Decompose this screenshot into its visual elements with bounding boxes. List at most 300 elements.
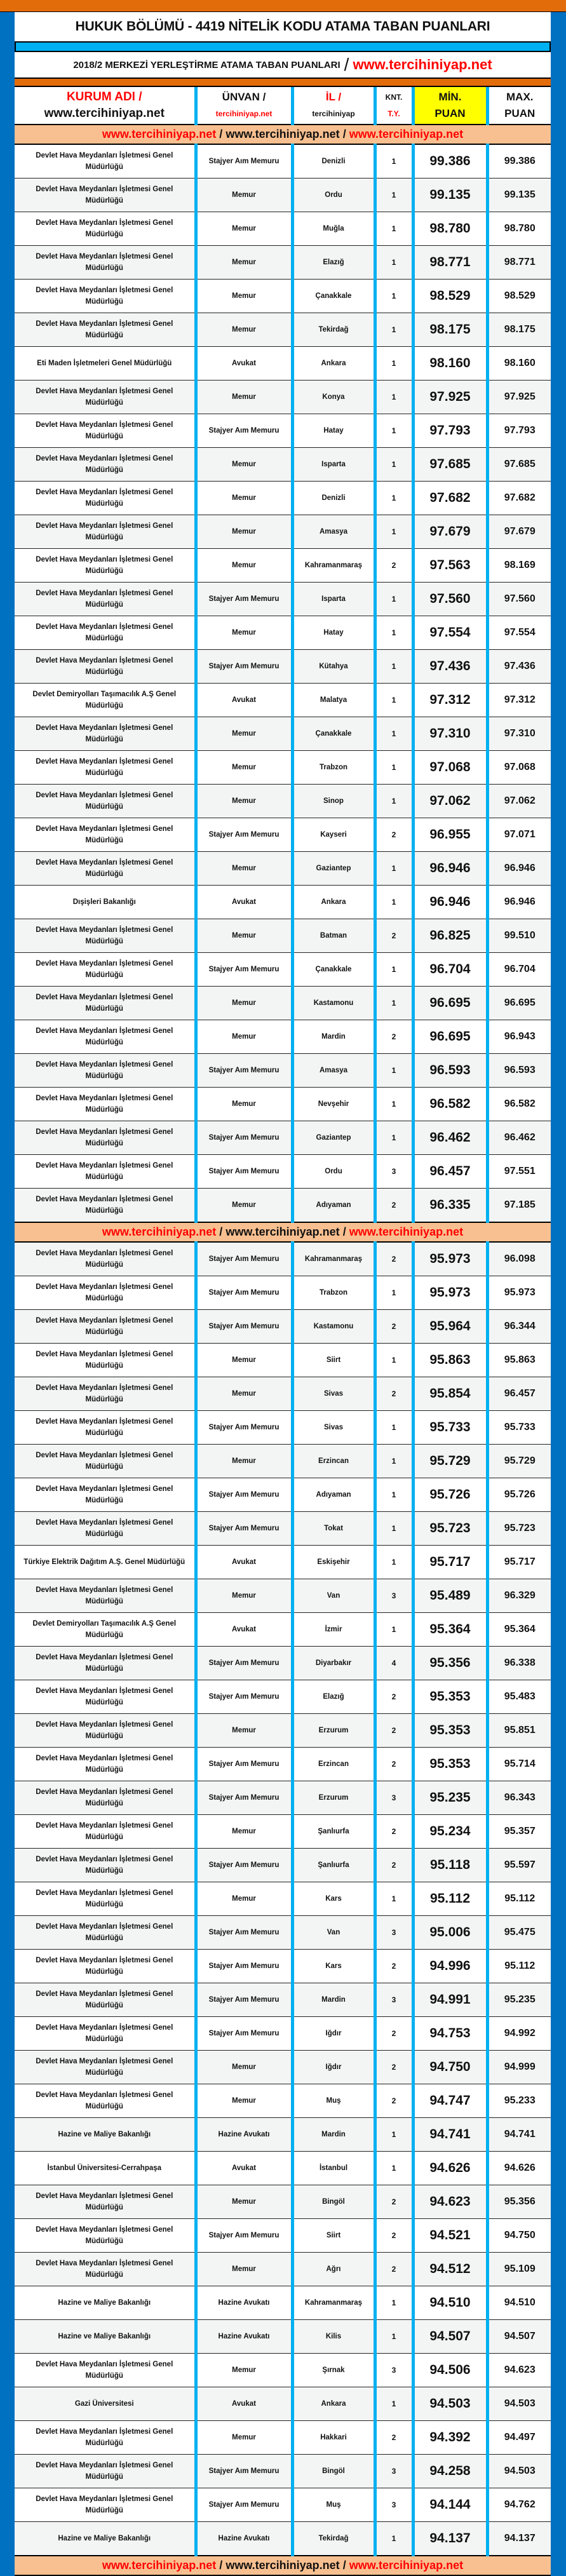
site-banner: www.tercihiniyap.net / www.tercihiniyap.net / www.tercihiniyap.net [15,2556,551,2575]
header-min-puan: MİN. PUAN [413,87,487,125]
cell-kurum: Devlet Hava Meydanları İşletmesi Genel Müdürlüğü [15,987,196,1020]
table-row [15,852,551,886]
cell-il: Kars [292,1950,375,1983]
cell-min-puan: 95.118 [413,1849,487,1882]
cell-kontenjan: 2 [375,1377,413,1411]
cell-kurum: Devlet Hava Meydanları İşletmesi Genel Müdürlüğü [15,2421,196,2455]
table-row [15,751,551,785]
cell-unvan: Avukat [196,684,292,717]
cell-il: Ankara [292,347,375,381]
cell-unvan: Memur [196,549,292,583]
cell-unvan: Hazine Avukatı [196,2286,292,2320]
table-row [15,1054,551,1088]
cell-max-puan: 97.436 [487,650,551,684]
cell-min-puan: 94.750 [413,2051,487,2084]
cell-min-puan: 94.512 [413,2253,487,2286]
banner-link-3[interactable]: www.tercihiniyap.net [349,1225,464,1238]
cell-kurum: Devlet Hava Meydanları İşletmesi Genel Müdürlüğü [15,1242,196,1276]
table-header-row [15,87,551,125]
cell-min-puan: 97.925 [413,381,487,414]
cell-kurum: Devlet Hava Meydanları İşletmesi Genel Müdürlüğü [15,1849,196,1882]
banner-link-1[interactable]: www.tercihiniyap.net [102,2559,217,2572]
cell-kontenjan: 1 [375,2320,413,2354]
cell-max-puan: 99.510 [487,919,551,953]
table-row [15,1950,551,1983]
cell-max-puan: 94.626 [487,2152,551,2185]
cell-min-puan: 96.593 [413,1054,487,1088]
cell-min-puan: 94.626 [413,2152,487,2185]
table-row [15,616,551,650]
table-row [15,1155,551,1189]
cell-kontenjan: 1 [375,347,413,381]
cell-max-puan: 97.679 [487,515,551,549]
table-row [15,953,551,987]
table-row [15,2185,551,2219]
cell-il: Kahramanmaraş [292,549,375,583]
cell-min-puan: 96.695 [413,1020,487,1054]
cell-unvan: Stajyer Aım Memuru [196,1647,292,1680]
cell-max-puan: 94.503 [487,2455,551,2488]
cell-unvan: Memur [196,751,292,785]
cell-max-puan: 95.112 [487,1950,551,1983]
cell-kontenjan: 1 [375,448,413,482]
cell-kontenjan: 2 [375,1950,413,1983]
cell-max-puan: 96.344 [487,1310,551,1344]
table-row [15,1714,551,1748]
cell-min-puan: 97.312 [413,684,487,717]
cell-max-puan: 97.551 [487,1155,551,1189]
cell-min-puan: 96.457 [413,1155,487,1189]
cell-min-puan: 95.353 [413,1714,487,1748]
cell-unvan: Stajyer Aım Memuru [196,1054,292,1088]
cell-kurum: Hazine ve Maliye Bakanlığı [15,2286,196,2320]
table-row [15,2118,551,2152]
cell-min-puan: 95.356 [413,1647,487,1680]
cell-il: Gaziantep [292,852,375,886]
table-row [15,1121,551,1155]
cell-unvan: Memur [196,280,292,313]
cell-il: Iğdır [292,2051,375,2084]
cell-il: Hakkari [292,2421,375,2455]
cell-max-puan: 95.726 [487,1478,551,1512]
cell-unvan: Memur [196,1579,292,1613]
cell-max-puan: 94.503 [487,2387,551,2421]
cell-kurum: Devlet Hava Meydanları İşletmesi Genel Müdürlüğü [15,1445,196,1478]
cell-min-puan: 94.144 [413,2488,487,2522]
cell-kontenjan: 1 [375,144,413,179]
table-row [15,1478,551,1512]
cell-max-puan: 95.357 [487,1815,551,1849]
cell-kurum: Devlet Hava Meydanları İşletmesi Genel Müdürlüğü [15,1478,196,1512]
table-row [15,2152,551,2185]
cell-unvan: Stajyer Aım Memuru [196,2455,292,2488]
cell-il: Kastamonu [292,1310,375,1344]
cell-kontenjan: 2 [375,2219,413,2253]
cell-unvan: Stajyer Aım Memuru [196,2488,292,2522]
cell-max-puan: 95.597 [487,1849,551,1882]
cell-kontenjan: 1 [375,1344,413,1377]
cell-min-puan: 95.863 [413,1344,487,1377]
cell-max-puan: 97.554 [487,616,551,650]
cell-max-puan: 95.483 [487,1680,551,1714]
cell-il: Ordu [292,179,375,212]
cell-il: Eskişehir [292,1546,375,1579]
cell-min-puan: 97.310 [413,717,487,751]
subtitle-text: 2018/2 MERKEZİ YERLEŞTİRME ATAMA TABAN PUANLARI [73,59,340,71]
cell-il: Bingöl [292,2455,375,2488]
table-row [15,448,551,482]
cell-min-puan: 98.175 [413,313,487,347]
cell-max-puan: 98.175 [487,313,551,347]
cell-kurum: Devlet Hava Meydanları İşletmesi Genel Müdürlüğü [15,717,196,751]
cell-min-puan: 98.160 [413,347,487,381]
cell-kurum: Devlet Hava Meydanları İşletmesi Genel Müdürlüğü [15,1579,196,1613]
cell-kurum: Devlet Hava Meydanları İşletmesi Genel Müdürlüğü [15,144,196,179]
cell-kurum: Devlet Hava Meydanları İşletmesi Genel Müdürlüğü [15,2354,196,2387]
cell-kurum: Devlet Hava Meydanları İşletmesi Genel Müdürlüğü [15,381,196,414]
cell-kurum: Devlet Hava Meydanları İşletmesi Genel Müdürlüğü [15,482,196,515]
cell-unvan: Avukat [196,1613,292,1647]
table-row [15,2522,551,2556]
cell-min-puan: 94.507 [413,2320,487,2354]
cell-min-puan: 99.386 [413,144,487,179]
table-row [15,1849,551,1882]
cell-il: Adıyaman [292,1478,375,1512]
table-row [15,1088,551,1121]
cell-unvan: Memur [196,852,292,886]
cell-kontenjan: 2 [375,2253,413,2286]
cell-kurum: Eti Maden İşletmeleri Genel Müdürlüğü [15,347,196,381]
cell-unvan: Memur [196,2084,292,2118]
cell-unvan: Memur [196,1377,292,1411]
cell-min-puan: 94.747 [413,2084,487,2118]
score-table [15,87,551,2576]
cell-kurum: Türkiye Elektrik Dağıtım A.Ş. Genel Müdürlüğü [15,1546,196,1579]
cell-min-puan: 94.623 [413,2185,487,2219]
cell-min-puan: 97.068 [413,751,487,785]
cell-max-puan: 94.497 [487,2421,551,2455]
banner-link-3[interactable]: www.tercihiniyap.net [349,2559,464,2572]
cell-max-puan: 96.946 [487,886,551,919]
cell-kontenjan: 1 [375,212,413,246]
cell-kontenjan: 1 [375,953,413,987]
cell-max-puan: 97.068 [487,751,551,785]
cell-min-puan: 96.335 [413,1189,487,1223]
table-row [15,2455,551,2488]
cell-kurum: Devlet Hava Meydanları İşletmesi Genel Müdürlüğü [15,1983,196,2017]
cell-unvan: Memur [196,515,292,549]
cell-kurum: Devlet Hava Meydanları İşletmesi Genel Müdürlüğü [15,1276,196,1310]
banner-link-2[interactable]: www.tercihiniyap.net [226,1225,340,1238]
cell-kurum: Devlet Hava Meydanları İşletmesi Genel Müdürlüğü [15,1916,196,1950]
cell-unvan: Hazine Avukatı [196,2118,292,2152]
cell-min-puan: 95.854 [413,1377,487,1411]
cell-min-puan: 95.717 [413,1546,487,1579]
cell-il: Adıyaman [292,1189,375,1223]
cell-kontenjan: 3 [375,1781,413,1815]
cell-unvan: Memur [196,1020,292,1054]
cell-kurum: Hazine ve Maliye Bakanlığı [15,2522,196,2556]
cell-max-puan: 95.723 [487,1512,551,1546]
cell-min-puan: 94.521 [413,2219,487,2253]
header-il: İL / tercihiniyap [292,87,375,125]
cell-kontenjan: 1 [375,684,413,717]
cell-kurum: Devlet Hava Meydanları İşletmesi Genel Müdürlüğü [15,1680,196,1714]
cell-unvan: Stajyer Aım Memuru [196,650,292,684]
cell-kurum: Devlet Hava Meydanları İşletmesi Genel Müdürlüğü [15,751,196,785]
cell-unvan: Memur [196,179,292,212]
cell-max-puan: 98.771 [487,246,551,280]
cell-max-puan: 97.185 [487,1189,551,1223]
cell-unvan: Stajyer Aım Memuru [196,1478,292,1512]
table-row [15,179,551,212]
cell-il: Denizli [292,144,375,179]
header-knt: KNT. T.Y. [375,87,413,125]
cell-max-puan: 96.943 [487,1020,551,1054]
cell-unvan: Stajyer Aım Memuru [196,1310,292,1344]
cell-max-puan: 95.863 [487,1344,551,1377]
cell-min-puan: 95.234 [413,1815,487,1849]
cell-kontenjan: 2 [375,2084,413,2118]
cell-il: Kahramanmaraş [292,2286,375,2320]
cell-kontenjan: 2 [375,549,413,583]
cell-max-puan: 98.160 [487,347,551,381]
cell-unvan: Memur [196,2253,292,2286]
cell-kontenjan: 1 [375,1121,413,1155]
cell-kurum: Devlet Demiryolları Taşımacılık A.Ş Genel Müdürlüğü [15,1613,196,1647]
cell-kontenjan: 1 [375,414,413,448]
cell-kurum: Devlet Hava Meydanları İşletmesi Genel Müdürlüğü [15,313,196,347]
cell-min-puan: 97.554 [413,616,487,650]
cell-kurum: Devlet Hava Meydanları İşletmesi Genel Müdürlüğü [15,1155,196,1189]
table-row [15,717,551,751]
cell-min-puan: 95.726 [413,1478,487,1512]
cell-kurum: Devlet Hava Meydanları İşletmesi Genel Müdürlüğü [15,1377,196,1411]
cell-kontenjan: 3 [375,2354,413,2387]
cell-min-puan: 97.563 [413,549,487,583]
cell-unvan: Memur [196,1882,292,1916]
table-row [15,1242,551,1276]
cell-kontenjan: 1 [375,1445,413,1478]
cell-kontenjan: 1 [375,1478,413,1512]
cell-kontenjan: 1 [375,2118,413,2152]
cell-kontenjan: 1 [375,1613,413,1647]
cell-min-puan: 97.793 [413,414,487,448]
cell-kontenjan: 3 [375,1983,413,2017]
table-row [15,886,551,919]
cell-kontenjan: 3 [375,1916,413,1950]
cell-kontenjan: 2 [375,1242,413,1276]
cell-il: Erzurum [292,1714,375,1748]
cell-kurum: Devlet Hava Meydanları İşletmesi Genel Müdürlüğü [15,650,196,684]
cell-max-puan: 96.593 [487,1054,551,1088]
cell-kontenjan: 2 [375,1680,413,1714]
cell-kontenjan: 1 [375,1276,413,1310]
cell-min-puan: 98.780 [413,212,487,246]
cell-max-puan: 99.135 [487,179,551,212]
table-row [15,818,551,852]
cell-unvan: Stajyer Aım Memuru [196,2219,292,2253]
banner-link-1[interactable]: www.tercihiniyap.net [102,128,217,140]
cell-kontenjan: 1 [375,650,413,684]
table-row [15,2488,551,2522]
cell-unvan: Memur [196,2354,292,2387]
cell-kontenjan: 1 [375,2152,413,2185]
cell-kontenjan: 2 [375,1849,413,1882]
cell-max-puan: 94.507 [487,2320,551,2354]
table-row [15,1748,551,1781]
table-row [15,1512,551,1546]
cell-max-puan: 94.137 [487,2522,551,2556]
cell-max-puan: 97.310 [487,717,551,751]
cell-unvan: Stajyer Aım Memuru [196,1155,292,1189]
cell-kontenjan: 1 [375,246,413,280]
cell-unvan: Memur [196,1344,292,1377]
cell-kurum: Devlet Hava Meydanları İşletmesi Genel Müdürlüğü [15,852,196,886]
cell-kontenjan: 1 [375,313,413,347]
cell-unvan: Stajyer Aım Memuru [196,1411,292,1445]
cell-il: Bingöl [292,2185,375,2219]
cell-max-puan: 95.733 [487,1411,551,1445]
cell-max-puan: 96.582 [487,1088,551,1121]
cell-unvan: Stajyer Aım Memuru [196,1983,292,2017]
table-row [15,1020,551,1054]
table-row [15,987,551,1020]
banner-link-1[interactable]: www.tercihiniyap.net [102,1225,217,1238]
cell-kontenjan: 2 [375,1815,413,1849]
subtitle-link[interactable]: www.tercihiniyap.net [353,57,492,72]
banner-link-2[interactable]: www.tercihiniyap.net [226,128,340,140]
table-row [15,1411,551,1445]
cell-il: Kayseri [292,818,375,852]
cell-max-puan: 97.685 [487,448,551,482]
cell-kurum: Devlet Hava Meydanları İşletmesi Genel Müdürlüğü [15,1411,196,1445]
cell-il: Sinop [292,785,375,818]
cell-il: Trabzon [292,751,375,785]
cell-min-puan: 94.741 [413,2118,487,2152]
table-row [15,212,551,246]
cell-min-puan: 96.704 [413,953,487,987]
cell-il: Ankara [292,2387,375,2421]
cell-kontenjan: 2 [375,2017,413,2051]
table-row [15,1276,551,1310]
cell-kurum: Devlet Hava Meydanları İşletmesi Genel Müdürlüğü [15,2455,196,2488]
cell-kontenjan: 2 [375,818,413,852]
cell-max-puan: 95.729 [487,1445,551,1478]
cell-il: Çanakkale [292,280,375,313]
cell-il: Ankara [292,886,375,919]
table-row [15,1781,551,1815]
cell-unvan: Stajyer Aım Memuru [196,1849,292,1882]
cell-il: Tekirdağ [292,313,375,347]
cell-il: Isparta [292,448,375,482]
cell-il: Mardin [292,1020,375,1054]
cell-kontenjan: 1 [375,381,413,414]
cell-unvan: Avukat [196,886,292,919]
cell-il: Muş [292,2488,375,2522]
table-row [15,549,551,583]
cell-kontenjan: 2 [375,919,413,953]
cell-kurum: Devlet Hava Meydanları İşletmesi Genel Müdürlüğü [15,2488,196,2522]
cell-unvan: Hazine Avukatı [196,2522,292,2556]
cell-il: Sivas [292,1377,375,1411]
cell-kontenjan: 1 [375,616,413,650]
cell-il: Sivas [292,1411,375,1445]
cell-unvan: Avukat [196,347,292,381]
cell-il: Erzurum [292,1781,375,1815]
table-row [15,347,551,381]
cell-kurum: Devlet Hava Meydanları İşletmesi Genel Müdürlüğü [15,2253,196,2286]
cell-kontenjan: 1 [375,482,413,515]
table-row [15,2286,551,2320]
cell-unvan: Memur [196,448,292,482]
cell-min-puan: 95.353 [413,1748,487,1781]
cell-kurum: Devlet Hava Meydanları İşletmesi Genel Müdürlüğü [15,2017,196,2051]
cell-max-puan: 99.386 [487,144,551,179]
cell-kurum: Devlet Hava Meydanları İşletmesi Genel Müdürlüğü [15,212,196,246]
cell-max-puan: 97.925 [487,381,551,414]
cell-il: Van [292,1579,375,1613]
cell-min-puan: 95.235 [413,1781,487,1815]
cell-max-puan: 94.741 [487,2118,551,2152]
cell-il: Kahramanmaraş [292,1242,375,1276]
cell-kontenjan: 1 [375,280,413,313]
cell-min-puan: 96.582 [413,1088,487,1121]
cell-kurum: Devlet Hava Meydanları İşletmesi Genel Müdürlüğü [15,1121,196,1155]
cell-kontenjan: 1 [375,2286,413,2320]
cell-max-puan: 97.071 [487,818,551,852]
banner-link-2[interactable]: www.tercihiniyap.net [226,2559,340,2572]
table-row [15,2084,551,2118]
cell-kurum: Devlet Hava Meydanları İşletmesi Genel Müdürlüğü [15,1882,196,1916]
cell-max-puan: 98.780 [487,212,551,246]
table-row [15,515,551,549]
cell-unvan: Memur [196,2185,292,2219]
header-max-puan: MAX. PUAN [487,87,551,125]
cell-kontenjan: 1 [375,987,413,1020]
cell-il: Şırnak [292,2354,375,2387]
cell-kurum: Devlet Hava Meydanları İşletmesi Genel Müdürlüğü [15,515,196,549]
cell-min-puan: 94.506 [413,2354,487,2387]
cell-il: Çanakkale [292,953,375,987]
cyan-divider [15,43,551,52]
cell-min-puan: 97.685 [413,448,487,482]
cell-il: Ordu [292,1155,375,1189]
cell-kurum: Hazine ve Maliye Bakanlığı [15,2320,196,2354]
cell-min-puan: 94.392 [413,2421,487,2455]
cell-kontenjan: 3 [375,2488,413,2522]
table-row [15,414,551,448]
cell-unvan: Memur [196,1445,292,1478]
banner-link-3[interactable]: www.tercihiniyap.net [349,128,464,140]
table-row [15,919,551,953]
cell-max-puan: 94.750 [487,2219,551,2253]
cell-min-puan: 94.996 [413,1950,487,1983]
table-row [15,785,551,818]
cell-il: İstanbul [292,2152,375,2185]
table-row [15,1189,551,1223]
cell-max-puan: 95.973 [487,1276,551,1310]
cell-max-puan: 94.510 [487,2286,551,2320]
table-row [15,1916,551,1950]
cell-kontenjan: 1 [375,2522,413,2556]
cell-kontenjan: 1 [375,1882,413,1916]
cell-unvan: Stajyer Aım Memuru [196,1748,292,1781]
cell-kurum: Devlet Hava Meydanları İşletmesi Genel Müdürlüğü [15,448,196,482]
cell-il: Mardin [292,1983,375,2017]
table-row [15,1445,551,1478]
table-row [15,144,551,179]
